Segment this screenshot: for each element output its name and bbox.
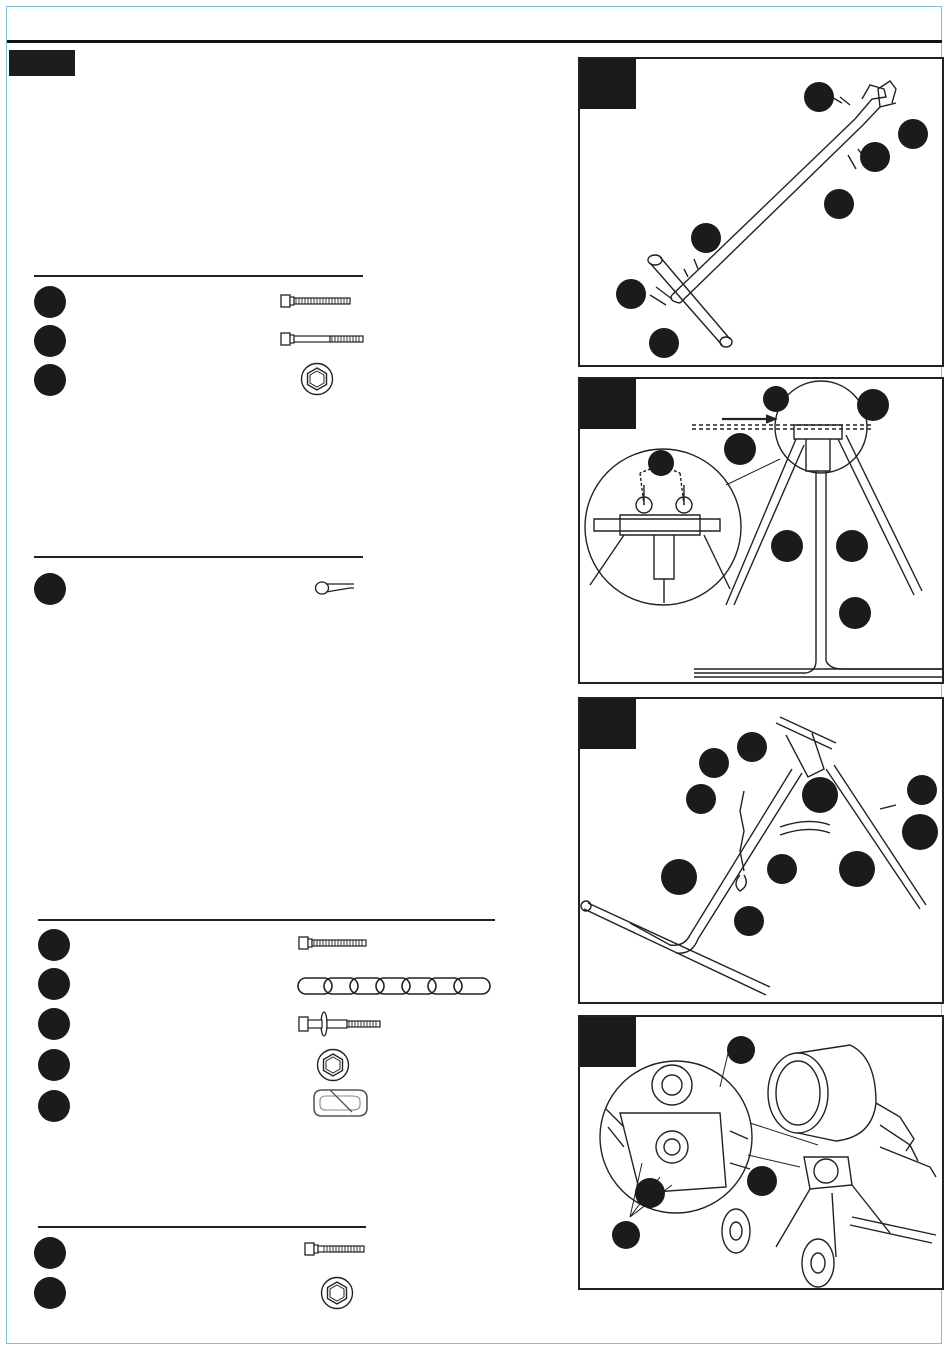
part-badge xyxy=(38,1090,70,1122)
chain-icon xyxy=(296,975,494,997)
figure-2 xyxy=(578,377,944,684)
hex-nut-icon xyxy=(300,362,334,396)
hex-bolt-icon xyxy=(298,934,370,952)
part-badge xyxy=(38,929,70,961)
parts-list-1-rule xyxy=(34,275,363,277)
section-tab xyxy=(9,50,75,76)
stand-legs-illustration xyxy=(580,699,944,1004)
part-badge xyxy=(34,325,66,357)
flange-bolt-icon xyxy=(298,1010,384,1038)
header-rule xyxy=(7,40,942,43)
hex-nut-icon xyxy=(316,1048,350,1082)
part-badge xyxy=(38,1008,70,1040)
figure-1 xyxy=(578,57,944,367)
carabiner-icon xyxy=(312,1086,370,1120)
parts-list-2-rule xyxy=(34,556,363,558)
parts-list-3-rule xyxy=(38,919,495,921)
part-badge xyxy=(34,364,66,396)
figure-4 xyxy=(578,1015,944,1290)
shoulder-bolt-icon xyxy=(280,330,366,348)
part-badge xyxy=(34,286,66,318)
drum-mounting-illustration xyxy=(580,1017,944,1290)
part-badge xyxy=(34,1277,66,1309)
hex-nut-icon xyxy=(320,1276,354,1310)
stand-crossbar-illustration xyxy=(580,379,944,684)
cotter-pin-icon xyxy=(314,578,356,598)
part-badge xyxy=(34,573,66,605)
part-badge xyxy=(34,1237,66,1269)
part-badge xyxy=(38,1049,70,1081)
figure-3 xyxy=(578,697,944,1004)
hex-bolt-icon xyxy=(304,1240,368,1258)
handle-frame-illustration xyxy=(580,59,944,367)
parts-list-4-rule xyxy=(38,1226,366,1228)
hex-bolt-icon xyxy=(280,292,354,310)
part-badge xyxy=(38,968,70,1000)
